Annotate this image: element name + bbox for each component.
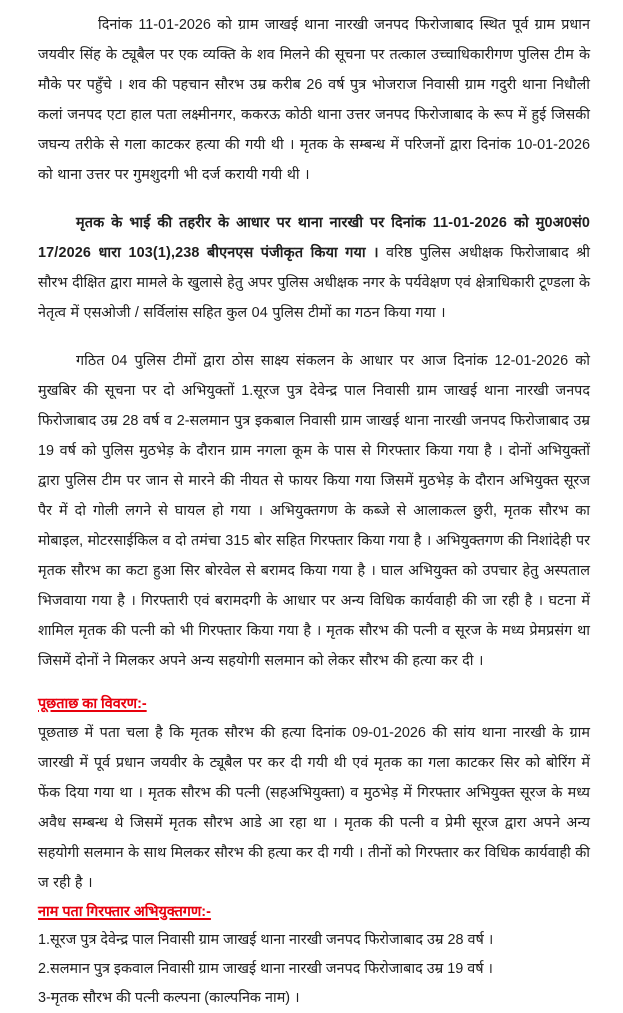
paragraph-arrest-details: गठित 04 पुलिस टीमों द्वारा ठोस साक्ष्य संकलन के आधार पर आज दिनांक 12-01-2026 को मुखबिर की सूचना पर दो अभियुक्तों 1.सूरज पुत्र देवेन्द्र पाल निवासी ग्राम जाखई थाना नारखी जनपद फिरोजाबाद उम्र 28 वर्ष व 2-सलमान पुत्र इकबाल निवासी ग्राम जाखई थाना नारखी जनपद फिरोजाबाद उम्र 19 वर्ष को पुलिस मुठभेड़ के दौरान ग्राम नगला कूम के पास से गिरफ्तार किया गया है । दोनों अभियुक्तों द्वारा पुलिस टीम पर जान से मारने की नीयत से फायर किया गया जिसमें मुठभेड़ के दौरान अभियुक्त सूरज पैर में दो गोली लगने से घायल हो गया । अभियुक्तगण के कब्जे से आलाकत्ल छुरी, मृतक सौरभ का मोबाइल, मोटरसाईकिल व दो तमंचा 315 बोर सहित गिरफ्तार किया गया है । अभियुक्तगण की निशांदेही पर मृतक सौरभ का कटा हुआ सिर बोरवेल से बरामद किया गया है । घाल अभियुक्त को उपचार हेतु अस्पताल भिजवाया गया है । गिरफ्तारी एवं बरामदगी के आधार पर अन्य विधिक कार्यवाही की जा रही है । घटना में शामिल मृतक की पत्नी को भी गिरफ्तार किया गया है । मृतक सौरभ की पत्नी व सूरज के मध्य प्रेमप्रसंग था जिसमें दोनों ने मिलकर अपने अन्य सहयोगी सलमान को लेकर सौरभ की हत्या कर दी ।	[38, 353, 590, 669]
paragraph-interrogation-body: पूछताछ में पता चला है कि मृतक सौरभ की हत्या दिनांक 09-01-2026 की सांय थाना नारखी के ग्राम जारखी में पूर्व प्रधान जयवीर के ट्यूबैल पर कर दी गयी थी एवं मृतक का गला काटकर सिर को बोरिंग में फेंक दिया गया था । मृतक सौरभ की पत्नी (सहअभियुक्ता) व मुठभेड़ में गिरफ्तार अभियुक्त सूरज के मध्य अवैध सम्बन्ध थे जिसमें मृतक सौरभ आडे आ रहा था । मृतक की पत्नी व प्रेमी सूरज द्वारा अपने अन्य सहयोगी सलमान के साथ मिलकर सौरभ की हत्या कर दी गयी । तीनों को गिरफ्तार कर विधिक कार्यवाही की ज रही है ।	[38, 725, 590, 891]
interrogation-heading-row	[38, 690, 590, 718]
paragraph-fir-registration	[38, 208, 590, 328]
list-item: 2.सलमान पुत्र इकवाल निवासी ग्राम जाखई थाना नारखी जनपद फिरोजाबाद उम्र 19 वर्ष ।	[38, 961, 494, 977]
fir-registration-rest-text: वरिष्ठ पुलिस अधीक्षक फिरोजाबाद श्री सौरभ दीक्षित द्वारा मामले के खुलासे हेतु अपर पुलिस अधीक्षक नगर के पर्यवेक्षण एवं क्षेत्राधिकारी टूण्डला के नेतृत्व में एसओजी / सर्विलांस सहित कुल 04 पुलिस टीमों का गठन किया गया ।	[38, 245, 590, 321]
section-spacer	[38, 676, 590, 690]
accused-heading-row	[38, 898, 590, 926]
heading-arrested-accused-names: नाम पता गिरफ्तार अभियुक्तगण:-	[38, 904, 211, 920]
heading-interrogation-details: पूछताछ का विवरण:-	[38, 696, 147, 712]
paragraph-incident-report: दिनांक 11-01-2026 को ग्राम जाखई थाना नारखी जनपद फिरोजाबाद स्थित पूर्व ग्राम प्रधान जयवीर सिंह के ट्यूबैल पर एक व्यक्ति के शव मिलने की सूचना पर तत्काल उच्चाधिकारीगण पुलिस टीम के मौके पर पहुँचे । शव की पहचान सौरभ उम्र करीब 26 वर्ष पुत्र भोजराज निवासी ग्राम गदुरी थाना निधौली कलां जनपद एटा हाल पता लक्ष्मीनगर, ककरऊ कोठी थाना उत्तर जनपद फिरोजाबाद के रूप में हुई जिसकी जघन्य तरीके से गला काटकर हत्या की गयी थी । मृतक के सम्बन्ध में परिजनों द्वारा दिनांक 10-01-2026 को थाना उत्तर पर गुमशुदगी भी दर्ज करायी गयी थी ।	[38, 17, 590, 183]
list-item: 3-मृतक सौरभ की पत्नी कल्पना (काल्पनिक नाम) ।	[38, 990, 300, 1006]
paragraph-spacer	[38, 328, 590, 346]
fir-registration-bold-text: मृतक के भाई की तहरीर के आधार पर थाना नारखी पर दिनांक 11-01-2026 को मु0अ0सं0 17/2026 धारा 103(1),238 बीएनएस पंजीकृत किया गया ।	[38, 215, 590, 261]
paragraph-spacer	[38, 190, 590, 208]
list-item: 1.सूरज पुत्र देवेन्द्र पाल निवासी ग्राम जाखई थाना नारखी जनपद फिरोजाबाद उम्र 28 वर्ष ।	[38, 932, 494, 948]
